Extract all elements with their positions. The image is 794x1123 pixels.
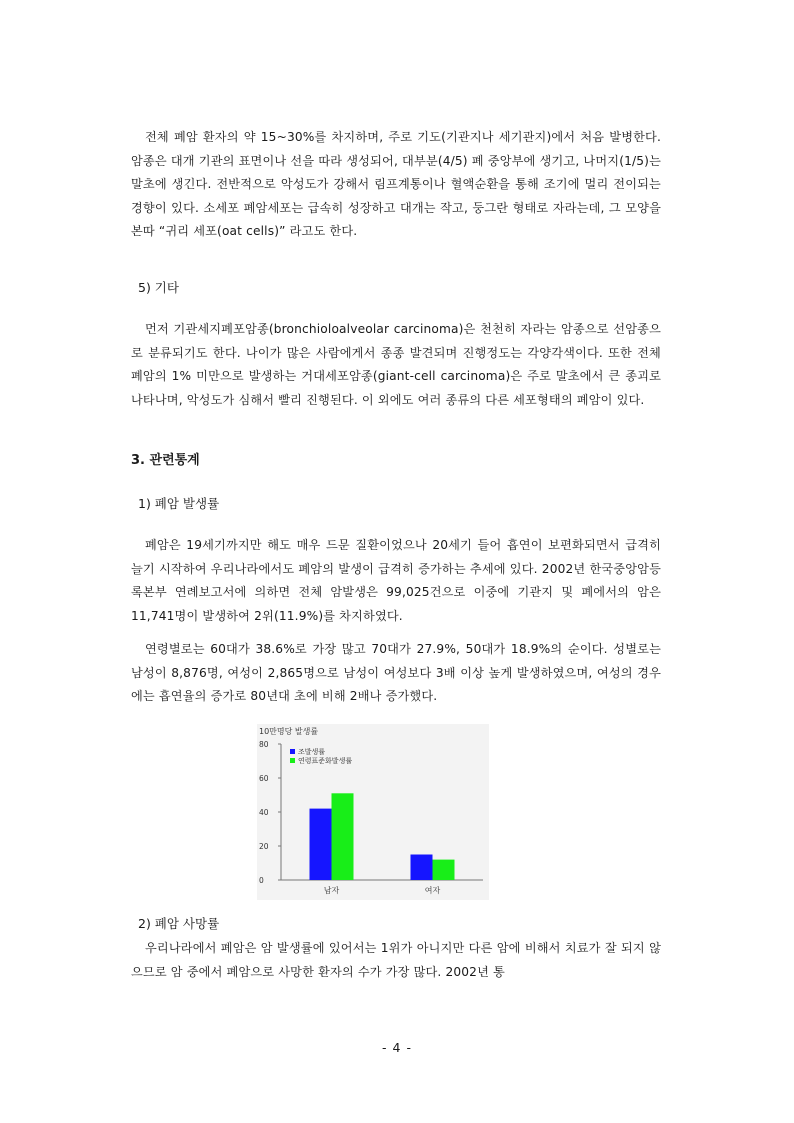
bar-age-standardized-rate	[332, 793, 354, 880]
heading-other: 5) 기타	[138, 280, 179, 295]
bar-crude-rate	[310, 809, 332, 880]
incidence-bar-chart	[257, 724, 489, 900]
legend-label: 연령표준화발생률	[298, 757, 353, 765]
heading-incidence: 1) 폐암 발생률	[138, 496, 220, 511]
y-tick-label: 60	[259, 774, 269, 783]
paragraph-other-types: 먼저 기관세지폐포암종(bronchioloalveolar carcinoma)은 천천히 자라는 암종으로 선암종으로 분류되기도 한다. 나이가 많은 사람에게서 종종 발견되며 진행정도는 각양각색이다. 또한 전체 폐암의 1% 미만으로 발생하는 거대세포암종(giant-cell carcinoma)은 주로 말초에서 큰 종괴로 나타나며, 악성도가 심해서 빨리 진행된다. 이 외에도 여러 종류의 다른 세포형태의 폐암이 있다.	[131, 322, 661, 407]
paragraph-mortality: 우리나라에서 폐암은 암 발생률에 있어서는 1위가 아니지만 다른 암에 비해서 치료가 잘 되지 않으므로 암 중에서 폐암으로 사망한 환자의 수가 가장 많다. 2002년 통	[131, 941, 661, 979]
heading-mortality: 2) 폐암 사망률	[138, 916, 220, 931]
legend-swatch	[290, 749, 295, 754]
y-tick-label: 80	[259, 740, 269, 749]
chart-svg	[257, 724, 489, 900]
x-category-label: 남자	[323, 886, 340, 895]
chart-title: 10만명당 발생률	[259, 727, 319, 736]
page-number: - 4 -	[382, 1040, 412, 1055]
paragraph-age-sex: 연령별로는 60대가 38.6%로 가장 많고 70대가 27.9%, 50대가 18.9%의 순이다. 성별로는 남성이 8,876명, 여성이 2,865명으로 남성이 여성보다 3배 이상 높게 발생하였으며, 여성의 경우에는 흡연율의 증가로 80년대 초에 비해 2배나 증가했다.	[131, 642, 661, 703]
y-tick-label: 20	[259, 842, 269, 851]
y-tick-label: 0	[259, 876, 264, 885]
bar-crude-rate	[411, 855, 433, 881]
paragraph-incidence: 폐암은 19세기까지만 해도 매우 드문 질환이었으나 20세기 들어 흡연이 보편화되면서 급격히 늘기 시작하여 우리나라에서도 폐암의 발생이 급격히 증가하는 추세에 있다. 2002년 한국중앙암등록본부 연례보고서에 의하면 전체 암발생은 99,025건으로 이중에 기관지 및 폐에서의 암은 11,741명이 발생하여 2위(11.9%)를 차지하였다.	[131, 538, 661, 623]
y-tick-label: 40	[259, 808, 269, 817]
section-heading-statistics: 3. 관련통계	[131, 453, 200, 468]
legend-label: 조발생률	[298, 748, 326, 756]
bar-age-standardized-rate	[433, 860, 455, 880]
paragraph-small-cell: 전체 폐암 환자의 약 15~30%를 차지하며, 주로 기도(기관지나 세기관지)에서 처음 발병한다. 암종은 대개 기관의 표면이나 선을 따라 생성되어, 대부분(4/5) 폐 중앙부에 생기고, 나머지(1/5)는 말초에 생긴다. 전반적으로 악성도가 강해서 림프계통이나 혈액순환을 통해 조기에 멀리 전이되는 경향이 있다. 소세포 폐암세포는 급속히 성장하고 대개는 작고, 둥그란 형태로 자라는데, 그 모양을 본따 “귀리 세포(oat cells)” 라고도 한다.	[131, 130, 661, 238]
legend-swatch	[290, 758, 295, 763]
x-category-label: 여자	[424, 886, 441, 895]
